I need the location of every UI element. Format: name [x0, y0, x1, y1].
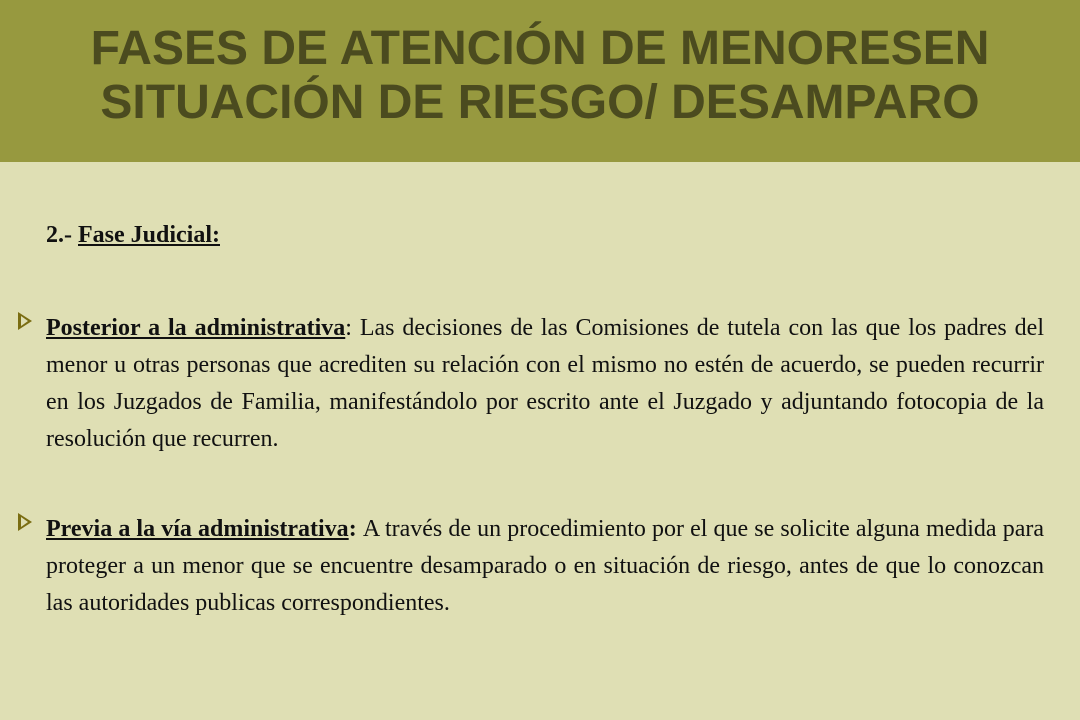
bullet-item-posterior [46, 310, 1044, 458]
bullet-item-previa [46, 511, 1044, 622]
slide-title [0, 22, 1080, 130]
slide-title-line-1: FASES DE ATENCIÓN DE MENORESEN [90, 22, 990, 75]
slide-body [46, 220, 1044, 622]
bullet-lead-suffix: : [345, 315, 360, 341]
phase-number: 2.- [46, 222, 78, 248]
slide-title-line-2: SITUACIÓN DE RIESGO/ DESAMPARO [100, 76, 980, 129]
arrow-bullet-icon [18, 312, 32, 330]
bullet-lead-suffix: : [348, 516, 363, 542]
phase-heading [46, 220, 1044, 250]
bullet-lead: Posterior a la administrativa [46, 315, 346, 341]
phase-label: Fase Judicial: [78, 222, 220, 248]
arrow-bullet-icon [18, 513, 32, 531]
bullet-text: Las decisiones de las Comisiones de tutela con las que los padres del menor u otras personas que acrediten su relación con el mismo no estén de acuerdo, se pueden recurrir en los Juzgados de Familia, manifestándolo por escrito ante el Juzgado y adjuntando fotocopia de la resolución que recurren. [46, 315, 1044, 452]
bullet-lead: Previa a la vía administrativa [46, 516, 349, 542]
bullet-text: A través de un procedimiento por el que se solicite alguna medida para proteger a un menor que se encuentre desamparado o en situación de riesgo, antes de que lo conozcan las autoridades publicas correspondientes. [46, 516, 1045, 616]
